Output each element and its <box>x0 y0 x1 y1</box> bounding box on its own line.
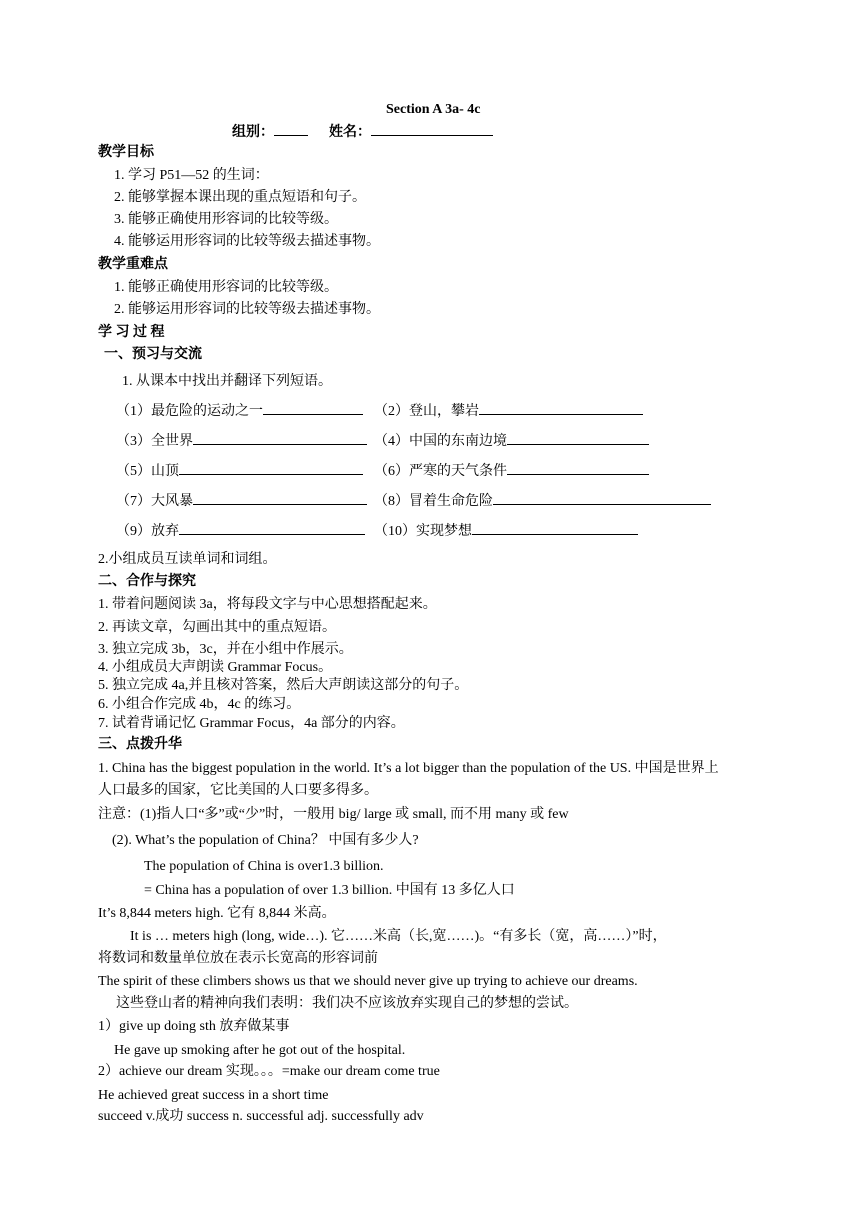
note-line: He achieved great success in a short time <box>98 1088 329 1103</box>
note-line: 注意：(1)指人口“多”或“少”时，一般用 big/ large 或 small, 而不用 many 或 few <box>98 807 569 822</box>
answer-blank[interactable] <box>479 400 643 415</box>
phrase-item: （10）实现梦想 <box>374 520 638 541</box>
answer-blank[interactable] <box>493 490 711 505</box>
objectives-heading: 教学目标 <box>98 145 154 160</box>
part1-item2: 2.小组成员互读单词和词组。 <box>98 552 277 567</box>
group-blank[interactable] <box>274 121 308 136</box>
note-line: (2). What’s the population of China？ 中国有多少人? <box>112 833 419 848</box>
objective-item: 2. 能够掌握本课出现的重点短语和句子。 <box>114 190 366 205</box>
part2-item: 3. 独立完成 3b，3c，并在小组中作展示。 <box>98 642 353 657</box>
answer-blank[interactable] <box>263 400 363 415</box>
note-line: 2）achieve our dream 实现。。。=make our dream come true <box>98 1064 440 1079</box>
phrase-item: （1）最危险的运动之一 <box>116 400 363 421</box>
name-blank[interactable] <box>371 121 493 136</box>
objective-item: 1. 学习 P51—52 的生词： <box>114 168 269 183</box>
phrase-item: （8）冒着生命危险 <box>374 490 711 511</box>
header-fields <box>232 121 493 142</box>
phrase-item: （4）中国的东南边境 <box>374 430 649 451</box>
note-line: The spirit of these climbers shows us that we should never give up trying to achieve our dreams. <box>98 974 638 989</box>
part2-item: 5. 独立完成 4a,并且核对答案，然后大声朗读这部分的句子。 <box>98 678 469 693</box>
process-heading: 学 习 过 程 <box>98 325 165 340</box>
phrase-item: （5）山顶 <box>116 460 363 481</box>
key-point-item: 1. 能够正确使用形容词的比较等级。 <box>114 280 338 295</box>
part2-item: 4. 小组成员大声朗读 Grammar Focus。 <box>98 660 333 675</box>
answer-blank[interactable] <box>179 460 363 475</box>
part3-heading: 三、点拨升华 <box>98 737 182 752</box>
part2-heading: 二、合作与探究 <box>98 574 196 589</box>
part1-heading: 一、预习与交流 <box>104 347 202 362</box>
key-point-item: 2. 能够运用形容词的比较等级去描述事物。 <box>114 302 380 317</box>
phrase-item: （7）大风暴 <box>116 490 367 511</box>
phrase-item: （2）登山，攀岩 <box>374 400 643 421</box>
key-points-heading: 教学重难点 <box>98 257 168 272</box>
note-line: It is … meters high (long, wide…). 它……米高（长,宽……)。“有多长（宽，高……）”时， <box>130 929 667 944</box>
answer-blank[interactable] <box>193 490 367 505</box>
note-line: 将数词和数量单位放在表示长宽高的形容词前 <box>98 951 378 966</box>
phrase-item: （9）放弃 <box>116 520 365 541</box>
note-line: The population of China is over1.3 billion. <box>144 859 384 874</box>
phrase-item: （3）全世界 <box>116 430 367 451</box>
note-line: 这些登山者的精神向我们表明：我们决不应该放弃实现自己的梦想的尝试。 <box>116 996 578 1011</box>
part2-item: 7. 试着背诵记忆 Grammar Focus，4a 部分的内容。 <box>98 716 405 731</box>
page-title: Section A 3a- 4c <box>386 102 481 117</box>
part2-item: 2. 再读文章，勾画出其中的重点短语。 <box>98 620 336 635</box>
phrase-item: （6）严寒的天气条件 <box>374 460 649 481</box>
part2-item: 6. 小组合作完成 4b，4c 的练习。 <box>98 697 301 712</box>
note-line: = China has a population of over 1.3 billion. 中国有 13 多亿人口 <box>144 883 515 898</box>
answer-blank[interactable] <box>193 430 367 445</box>
note-line: 1）give up doing sth 放弃做某事 <box>98 1019 290 1034</box>
objective-item: 4. 能够运用形容词的比较等级去描述事物。 <box>114 234 380 249</box>
objective-item: 3. 能够正确使用形容词的比较等级。 <box>114 212 338 227</box>
name-label: 姓名： <box>329 125 371 140</box>
group-label: 组别： <box>232 125 274 140</box>
note-line: succeed v.成功 success n. successful adj. successfully adv <box>98 1109 424 1124</box>
note-line: He gave up smoking after he got out of the hospital. <box>114 1043 406 1058</box>
part1-instruction: 1. 从课本中找出并翻译下列短语。 <box>122 374 332 389</box>
answer-blank[interactable] <box>507 430 649 445</box>
note-line: 1. China has the biggest population in the world. It’s a lot bigger than the population of the US. 中国是世界上 <box>98 761 719 776</box>
answer-blank[interactable] <box>179 520 365 535</box>
note-line: It’s 8,844 meters high. 它有 8,844 米高。 <box>98 906 336 921</box>
part2-item: 1. 带着问题阅读 3a，将每段文字与中心思想搭配起来。 <box>98 597 437 612</box>
answer-blank[interactable] <box>472 520 638 535</box>
note-line: 人口最多的国家，它比美国的人口要多得多。 <box>98 783 378 798</box>
answer-blank[interactable] <box>507 460 649 475</box>
